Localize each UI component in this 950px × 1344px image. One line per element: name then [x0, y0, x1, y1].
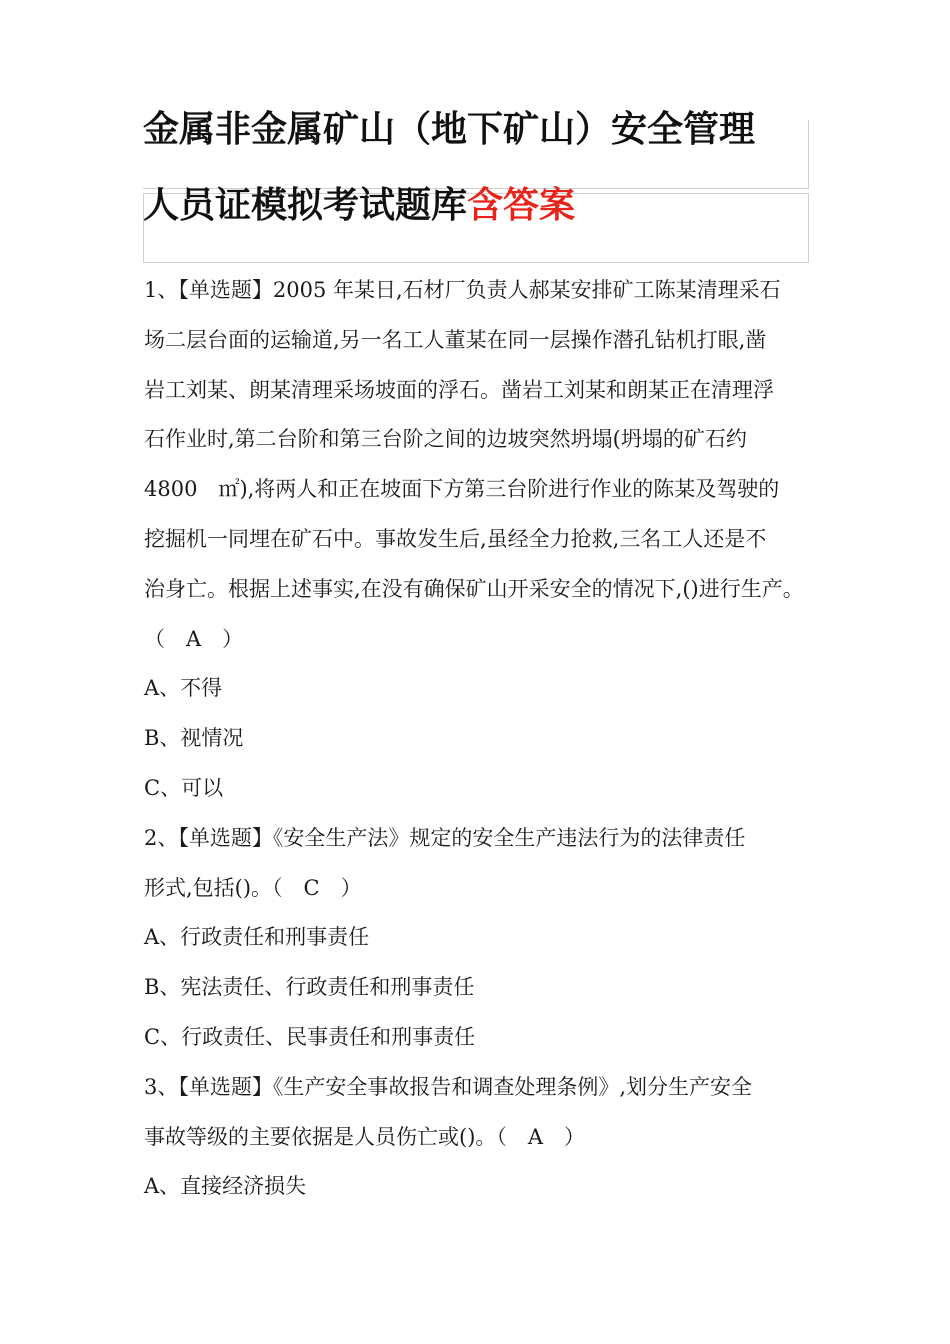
question-1-line-6: 挖掘机一同埋在矿石中。事故发生后,虽经全力抢救,三名工人还是不 — [144, 526, 767, 551]
question-1-answer: （ A ） — [144, 626, 244, 651]
question-2 — [144, 814, 814, 1063]
question-1-line-5: 4800 ㎡),将两人和正在坡面下方第三台阶进行作业的陈某及驾驶的 — [144, 477, 780, 502]
title-highlight: 含答案 — [467, 185, 576, 226]
question-3-line-1: 3、【单选题】《生产安全事故报告和调查处理条例》,划分生产安全 — [144, 1074, 753, 1099]
question-1-line-4: 石作业时,第二台阶和第三台阶之间的边坡突然坍塌(坍塌的矿石约 — [144, 427, 747, 452]
question-3 — [144, 1063, 814, 1212]
question-1-option-a: A、不得 — [144, 676, 223, 701]
page-title-line-2 — [143, 184, 575, 228]
title-text-1: 金属非金属矿山（地下矿山）安全管理 — [143, 109, 756, 150]
question-2-line-2: 形式,包括()。（ C ） — [144, 875, 362, 900]
question-1 — [144, 266, 814, 814]
title-frame-top — [808, 120, 809, 188]
question-1-line-1: 1、【单选题】2005 年某日,石材厂负责人郝某安排矿工陈某清理采石 — [144, 278, 781, 302]
question-1-option-c: C、可以 — [144, 775, 224, 800]
question-2-option-c: C、行政责任、民事责任和刑事责任 — [144, 1024, 476, 1049]
question-1-line-2: 场二层台面的运输道,另一名工人董某在同一层操作潜孔钻机打眼,凿 — [144, 327, 767, 352]
question-2-option-b: B、宪法责任、行政责任和刑事责任 — [144, 975, 475, 1000]
question-1-line-7: 治身亡。根据上述事实,在没有确保矿山开采安全的情况下,()进行生产。 — [144, 576, 804, 601]
question-1-option-b: B、视情况 — [144, 726, 244, 751]
title-frame-right — [808, 193, 809, 263]
title-text-2: 人员证模拟考试题库 — [143, 185, 468, 226]
question-3-line-2: 事故等级的主要依据是人员伤亡或()。（ A ） — [144, 1124, 586, 1149]
page-title-line-1 — [143, 108, 755, 152]
question-2-option-a: A、行政责任和刑事责任 — [144, 925, 370, 950]
question-list — [144, 266, 814, 1212]
question-3-option-a: A、直接经济损失 — [144, 1174, 307, 1199]
question-1-line-3: 岩工刘某、朗某清理采场坡面的浮石。凿岩工刘某和朗某正在清理浮 — [144, 377, 774, 402]
question-2-line-1: 2、【单选题】《安全生产法》规定的安全生产违法行为的法律责任 — [144, 825, 746, 850]
title-frame-bottom — [143, 262, 809, 263]
